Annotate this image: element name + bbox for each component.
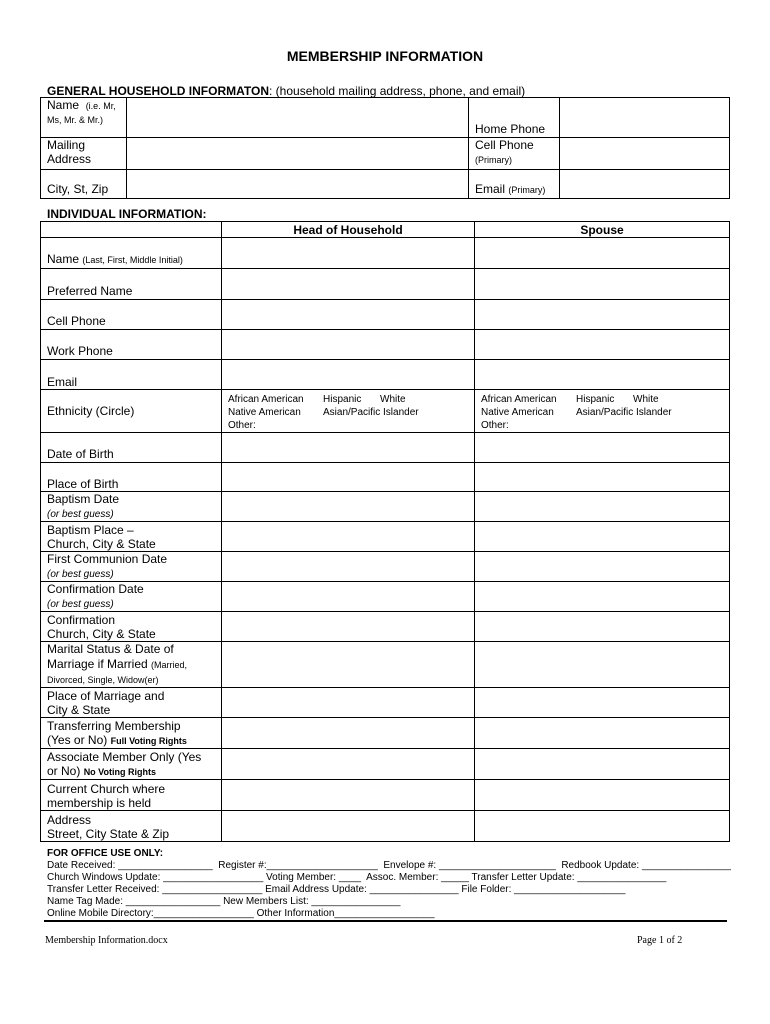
cell-phone-field[interactable] bbox=[560, 138, 730, 170]
head-baptism-date-field[interactable] bbox=[222, 492, 475, 522]
household-heading: GENERAL HOUSEHOLD INFORMATON: (household mailing address, phone, and email) bbox=[47, 84, 526, 98]
spouse-work-field[interactable] bbox=[475, 330, 730, 360]
name-label-cell: Name (i.e. Mr, Ms, Mr. & Mr.) bbox=[41, 98, 127, 138]
spouse-pob-field[interactable] bbox=[475, 463, 730, 492]
row-associate-label: Associate Member Only (Yes or No) No Voting Rights bbox=[41, 749, 222, 780]
row-work-phone-label: Work Phone bbox=[41, 330, 222, 360]
spouse-name-field[interactable] bbox=[475, 238, 730, 269]
head-associate-field[interactable] bbox=[222, 749, 475, 780]
email-field[interactable] bbox=[560, 170, 730, 199]
spouse-associate-field[interactable] bbox=[475, 749, 730, 780]
row-place-of-marriage-label: Place of Marriage and City & State bbox=[41, 688, 222, 718]
cell-phone-label: Cell Phone (Primary) bbox=[469, 138, 560, 170]
home-phone-field[interactable] bbox=[560, 98, 730, 138]
individual-heading: INDIVIDUAL INFORMATION: bbox=[47, 207, 207, 221]
row-email-label: Email bbox=[41, 360, 222, 390]
head-pom-field[interactable] bbox=[222, 688, 475, 718]
row-name-label: Name (Last, First, Middle Initial) bbox=[41, 238, 222, 269]
spouse-transfer-field[interactable] bbox=[475, 718, 730, 749]
city-field[interactable] bbox=[127, 170, 469, 199]
household-name-field[interactable] bbox=[127, 98, 469, 138]
office-heading: FOR OFFICE USE ONLY: bbox=[47, 848, 164, 859]
row-baptism-place-label: Baptism Place – Church, City & State bbox=[41, 522, 222, 552]
spouse-communion-field[interactable] bbox=[475, 552, 730, 582]
household-table bbox=[40, 97, 730, 199]
head-communion-field[interactable] bbox=[222, 552, 475, 582]
spouse-confirmation-date-field[interactable] bbox=[475, 582, 730, 612]
head-email-field[interactable] bbox=[222, 360, 475, 390]
row-communion-label: First Communion Date (or best guess) bbox=[41, 552, 222, 582]
head-marital-field[interactable] bbox=[222, 642, 475, 688]
head-pob-field[interactable] bbox=[222, 463, 475, 492]
office-line-5: Online Mobile Directory:__________________ Other Information__________________ bbox=[47, 908, 435, 919]
office-line-4: Name Tag Made: _________________ New Members List: ________________ bbox=[47, 896, 401, 907]
office-use-section bbox=[47, 848, 731, 920]
row-preferred-name-label: Preferred Name bbox=[41, 269, 222, 300]
row-marital-label: Marital Status & Date of Marriage if Married (Married, Divorced, Single, Widow(er) bbox=[41, 642, 222, 688]
individual-table bbox=[40, 221, 730, 842]
row-cell-phone-label: Cell Phone bbox=[41, 300, 222, 330]
row-ethnicity-label: Ethnicity (Circle) bbox=[41, 390, 222, 433]
row-baptism-date-label: Baptism Date (or best guess) bbox=[41, 492, 222, 522]
col-spouse: Spouse bbox=[475, 222, 730, 238]
office-line-2: Church Windows Update: __________________ Voting Member: ____ Assoc. Member: _____ Transfer Letter Update: ________________ bbox=[47, 872, 667, 883]
spouse-current-church-field[interactable] bbox=[475, 780, 730, 811]
footer-filename: Membership Information.docx bbox=[45, 935, 168, 946]
head-transfer-field[interactable] bbox=[222, 718, 475, 749]
head-work-field[interactable] bbox=[222, 330, 475, 360]
spouse-pom-field[interactable] bbox=[475, 688, 730, 718]
footer-divider bbox=[44, 920, 727, 922]
row-transferring-label: Transferring Membership (Yes or No) Full Voting Rights bbox=[41, 718, 222, 749]
mailing-address-label: Mailing Address bbox=[41, 138, 127, 170]
row-pob-label: Place of Birth bbox=[41, 463, 222, 492]
office-line-1: Date Received: _________________ Register #:____________________ Envelope #: _____________________ Redbook Update: ________________ bbox=[47, 860, 731, 871]
row-dob-label: Date of Birth bbox=[41, 433, 222, 463]
head-name-field[interactable] bbox=[222, 238, 475, 269]
head-confirmation-date-field[interactable] bbox=[222, 582, 475, 612]
email-label: Email (Primary) bbox=[469, 170, 560, 199]
head-cell-field[interactable] bbox=[222, 300, 475, 330]
spouse-email-field[interactable] bbox=[475, 360, 730, 390]
spouse-cell-field[interactable] bbox=[475, 300, 730, 330]
spouse-ethnicity-options[interactable]: African American Hispanic White Native American Asian/Pacific Islander Other: bbox=[475, 390, 730, 433]
head-confirmation-field[interactable] bbox=[222, 612, 475, 642]
footer-page-number: Page 1 of 2 bbox=[637, 935, 683, 946]
spouse-confirmation-field[interactable] bbox=[475, 612, 730, 642]
page-title: MEMBERSHIP INFORMATION bbox=[286, 48, 484, 64]
city-label: City, St, Zip bbox=[41, 170, 127, 199]
row-address-label: Address Street, City State & Zip bbox=[41, 811, 222, 842]
head-ethnicity-options[interactable]: African American Hispanic White Native American Asian/Pacific Islander Other: bbox=[222, 390, 475, 433]
head-dob-field[interactable] bbox=[222, 433, 475, 463]
row-current-church-label: Current Church where membership is held bbox=[41, 780, 222, 811]
spouse-baptism-place-field[interactable] bbox=[475, 522, 730, 552]
spouse-baptism-date-field[interactable] bbox=[475, 492, 730, 522]
corner-cell bbox=[41, 222, 222, 238]
mailing-address-field[interactable] bbox=[127, 138, 469, 170]
spouse-marital-field[interactable] bbox=[475, 642, 730, 688]
office-line-3: Transfer Letter Received: __________________ Email Address Update: ________________ File Folder: ____________________ bbox=[47, 884, 626, 895]
head-current-church-field[interactable] bbox=[222, 780, 475, 811]
head-baptism-place-field[interactable] bbox=[222, 522, 475, 552]
spouse-address-field[interactable] bbox=[475, 811, 730, 842]
spouse-preferred-field[interactable] bbox=[475, 269, 730, 300]
spouse-dob-field[interactable] bbox=[475, 433, 730, 463]
head-preferred-field[interactable] bbox=[222, 269, 475, 300]
row-confirmation-date-label: Confirmation Date (or best guess) bbox=[41, 582, 222, 612]
head-address-field[interactable] bbox=[222, 811, 475, 842]
home-phone-label: Home Phone bbox=[469, 98, 560, 138]
col-head-of-household: Head of Household bbox=[222, 222, 475, 238]
row-confirmation-place-label: Confirmation Church, City & State bbox=[41, 612, 222, 642]
